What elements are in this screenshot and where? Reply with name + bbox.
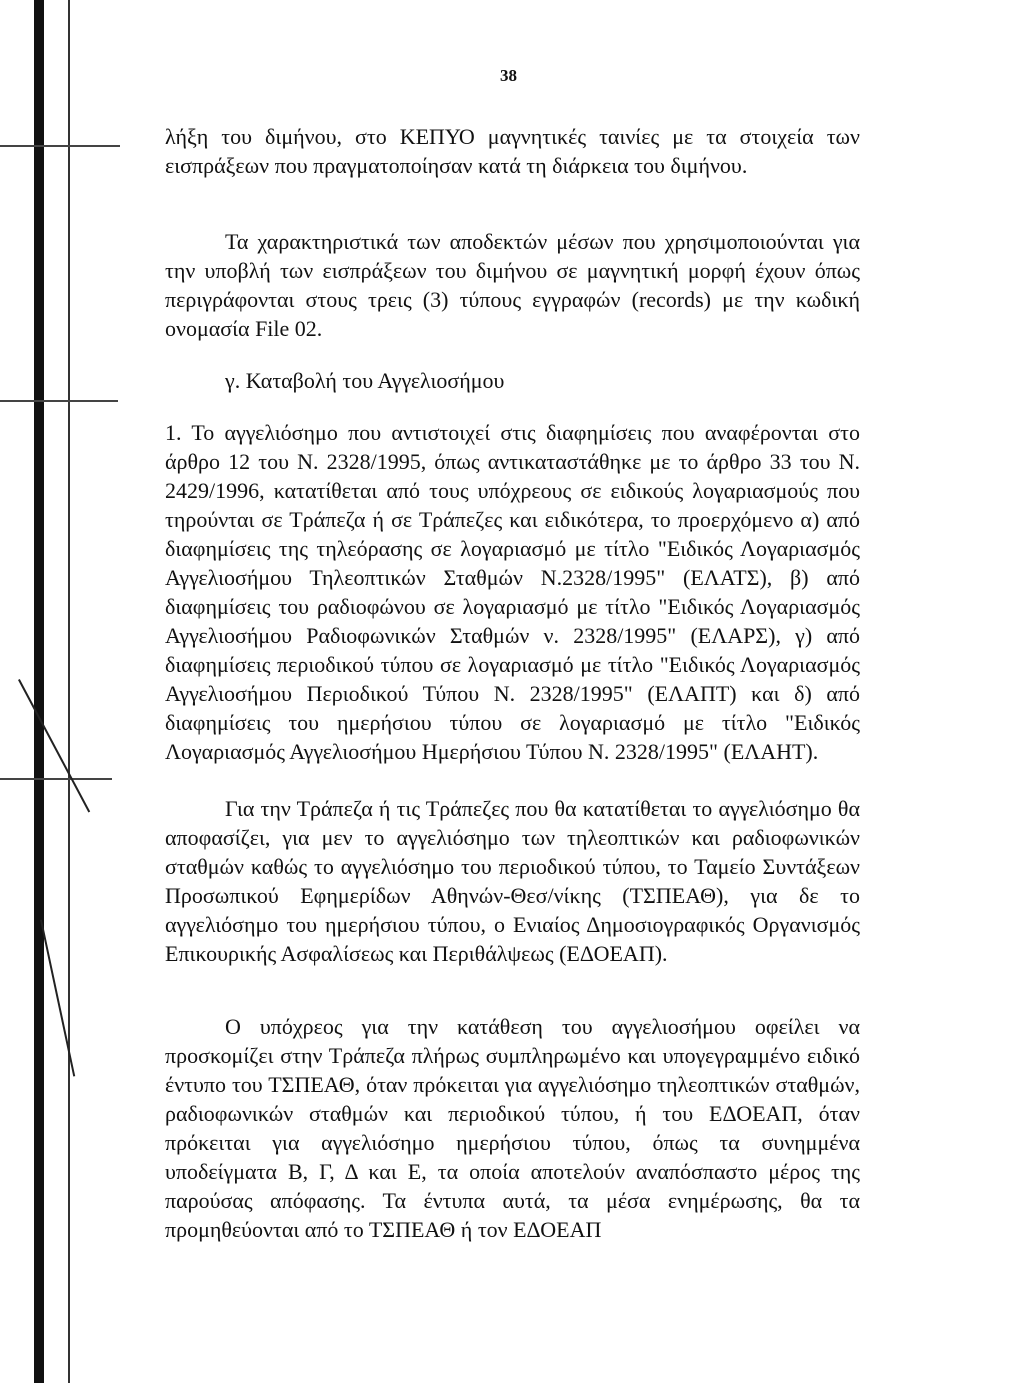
bank-paragraph — [165, 794, 860, 968]
scan-diagonal-mark — [18, 679, 90, 812]
scan-dash-mark — [0, 400, 118, 402]
media-paragraph — [165, 227, 860, 343]
bank-text: Για την Τράπεζα ή τις Τράπεζες που θα κατατίθεται το αγγελιόσημο θα αποφασίζει, για μεν το αγγελιόσημο των τηλεοπτικών και ραδιοφωνικών σταθμών καθώς το αγγελιόσημο του περιοδικού τύπου, το Ταμείο Συντάξεων Προσωπικού Εφημερίδων Αθηνών-Θεσ/νίκης (ΤΣΠΕΑΘ), για δε το αγγελιόσημο του ημερήσιου τύπου, ο Ενιαίος Δημοσιογραφικός Οργανισμός Επικουρικής Ασφαλίσεως και Περιθάλψεως (ΕΔΟΕΑΠ). — [165, 796, 860, 966]
media-text: Τα χαρακτηριστικά των αποδεκτών μέσων που χρησιμοποιούνται για την υποβλή των εισπράξεων του διμήνου σε μαγνητική μορφή έχουν όπως περιγράφονται στους τρεις (3) τύπους εγγραφών (records) με την κωδική ονομασία File 02. — [165, 229, 860, 341]
section-heading: γ. Καταβολή του Αγγελιοσήμου — [225, 368, 505, 393]
scan-edge-bar — [34, 0, 44, 1383]
continuation-text: λήξη του διμήνου, στο ΚΕΠΥΟ μαγνητικές ταινίες με τα στοιχεία των εισπράξεων που πραγματοποίησαν κατά τη διάρκεια του διμήνου. — [165, 124, 860, 178]
scan-dash-mark — [0, 145, 120, 147]
scan-edge-line — [68, 0, 70, 1383]
page-number: 38 — [500, 66, 517, 85]
item-1-text: 1. Το αγγελιόσημο που αντιστοιχεί στις διαφημίσεις που αναφέρονται στο άρθρο 12 του Ν. 2328/1995, όπως αντικαταστάθηκε με το άρθρο 33 του Ν. 2429/1996, κατατίθεται από τους υπόχρεους σε ειδικούς λογαριασμούς που τηρούνται σε Τράπεζα ή σε Τράπεζες και ειδικότερα, το προερχόμενο α) από διαφημίσεις της τηλεόρασης σε λογαριασμό με τίτλο "Ειδικός Λογαριασμός Αγγελιοσήμου Τηλεοπτικών Σταθμών Ν.2328/1995" (ΕΛΑΤΣ), β) από διαφημίσεις του ραδιοφώνου σε λογαριασμό με τίτλο "Ειδικός Λογαριασμός Αγγελιοσήμου Ραδιοφωνικών Σταθμών ν. 2328/1995" (ΕΛΑΡΣ), γ) από διαφημίσεις περιοδικού τύπου σε λογαριασμό με τίτλο "Ειδικός Λογαριασμός Αγγελιοσήμου Περιοδικού Τύπου Ν. 2328/1995" (ΕΛΑΠΤ) και δ) από διαφημίσεις του ημερήσιου τύπου σε λογαριασμό με τίτλο "Ειδικός Λογαριασμός Αγγελιοσήμου Ημερήσιου Τύπου Ν. 2328/1995" (ΕΛΑΗΤ). — [165, 420, 860, 764]
item-1-paragraph — [165, 418, 860, 766]
obligor-paragraph — [165, 1012, 860, 1244]
scan-dash-mark — [0, 778, 112, 780]
continuation-paragraph — [165, 122, 860, 180]
obligor-text: Ο υπόχρεος για την κατάθεση του αγγελιοσήμου οφείλει να προσκομίζει στην Τράπεζα πλήρως συμπληρωμένο και υπογεγραμμένο ειδικό έντυπο του ΤΣΠΕΑΘ, όταν πρόκειται για αγγελιόσημο τηλεοπτικών σταθμών, ραδιοφωνικών σταθμών και περιοδικού τύπου, ή του ΕΔΟΕΑΠ, όταν πρόκειται για αγγελιόσημο ημερήσιου τύπου, όπως τα συνημμένα υποδείγματα Β, Γ, Δ και Ε, τα οποία αποτελούν αναπόσπαστο μέρος της παρούσας απόφασης. Τα έντυπα αυτά, τα μέσα ενημέρωσης, θα τα προμηθεύονται από το ΤΣΠΕΑΘ ή τον ΕΔΟΕΑΠ — [165, 1014, 860, 1242]
